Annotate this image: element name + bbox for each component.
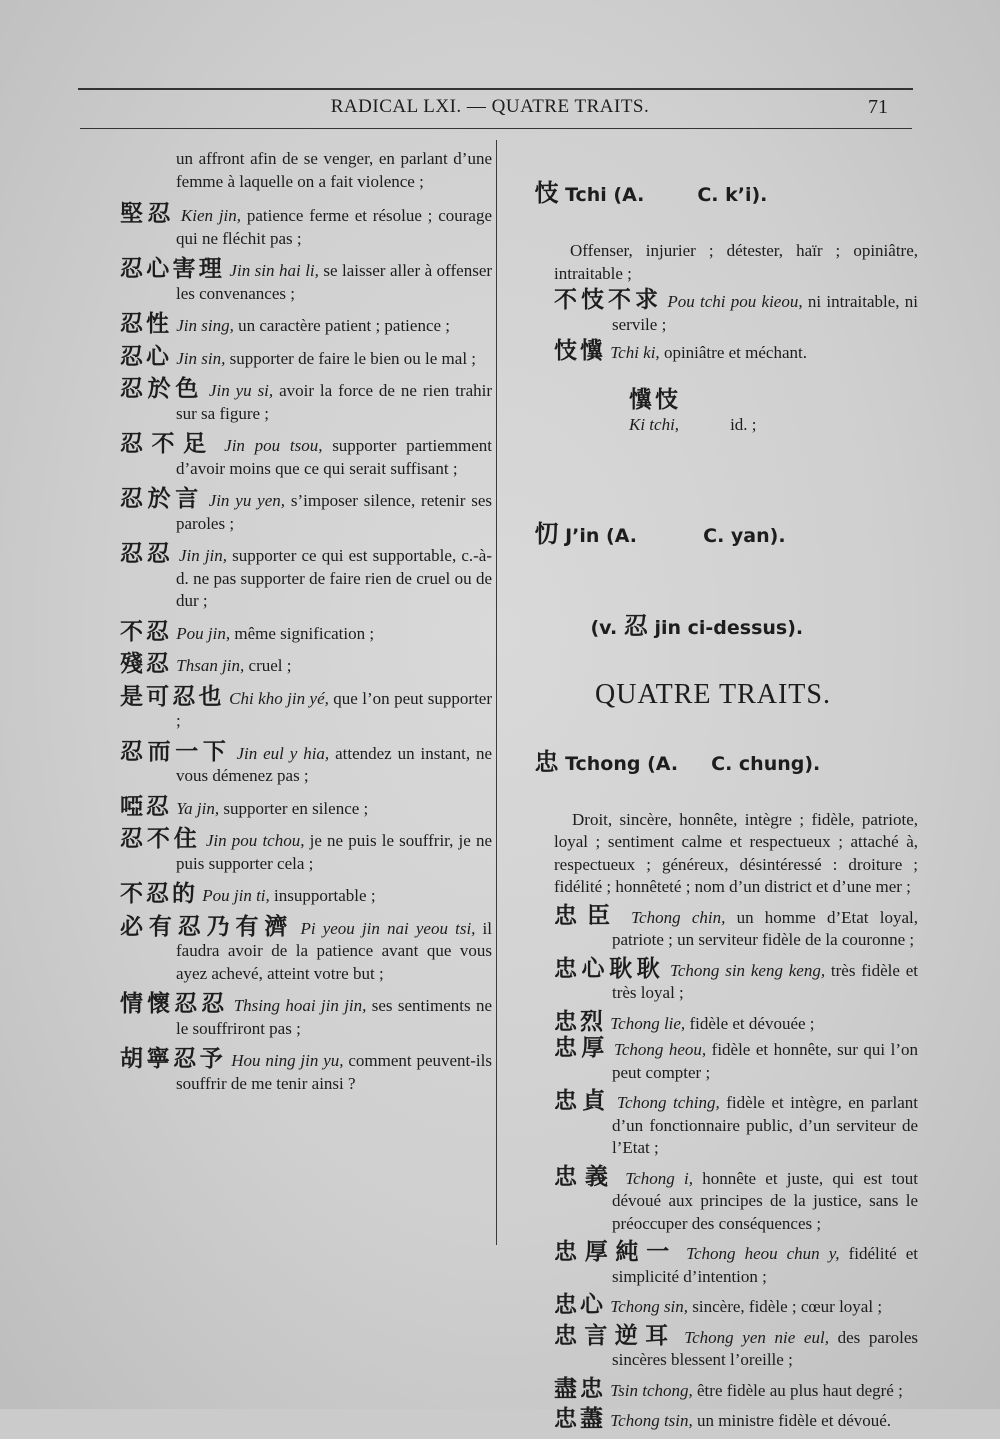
dictionary-entry [554,1294,918,1319]
entry-definition: insupportable ; [269,886,376,905]
entry-hanzi: 啞忍 [120,793,172,820]
character-definition: Offenser, injurier ; détester, haïr ; opiniâtre, intraitable ; [554,241,918,283]
entry-hanzi: 忠厚純一 [554,1239,678,1265]
entry-romanization: Kien jin, [180,206,242,225]
dictionary-entry [554,1090,918,1160]
dictionary-entry [554,1408,918,1433]
dictionary-entry [554,1241,918,1288]
entry-romanization: Ki tchi, [629,414,680,434]
header-rule-bottom [80,128,912,129]
entry-definition: ni intraitable, ni servile ; [612,292,919,334]
entry-hanzi: 盡忠 [554,1375,606,1402]
entry-romanization: Jin pou tchou, [205,831,305,850]
entry-romanization: Pou jin ti, [202,886,270,905]
dictionary-entry [554,1163,918,1236]
entry-romanization: Thsing hoai jin jin, [233,996,367,1015]
entry-hanzi: 殘忍 [120,651,172,677]
heading-reading: Tchi (A. C. k’i). [558,184,768,206]
entry-hanzi: 忍心害理 [120,256,225,282]
dictionary-entry [554,367,918,459]
entry-definition: même signification ; [230,623,375,643]
entry-definition: cruel ; [244,656,292,675]
entry-romanization: Tchong tching, [617,1093,720,1112]
left-column [120,148,492,1103]
entry-definition: attendez un instant, ne vous démenez pas ; [176,743,492,785]
entry-definition: un ministre fidèle et dévoué. [692,1411,892,1430]
entry-hanzi: 忮懻 [554,338,606,364]
dictionary-entry [120,343,492,371]
entry-hanzi: 忍於言 [120,486,203,512]
entry-definition: je ne puis le souffrir, je ne puis supporter cela ; [176,831,493,873]
entry-romanization: Jin yu si, [208,381,274,400]
dictionary-entry [120,828,492,875]
dictionary-entry [120,793,492,821]
dictionary-entry [554,955,918,1005]
dictionary-entry [554,902,918,952]
entry-hanzi: 忍不住 [120,826,201,852]
entry-romanization: Tchong lie, [610,1013,686,1033]
entry-definition: patience ferme et résolue ; courage qui ne fléchit pas ; [176,206,492,248]
entry-romanization: Tchong heou, [613,1040,707,1059]
cross-reference-hanzi: 忍 [623,611,648,640]
entry-definition: se laisser aller à offenser les convenances ; [176,261,493,303]
entry-definition: des paroles sincères blessent l’oreille ; [612,1327,918,1369]
dictionary-entry [120,913,493,986]
dictionary-entry [554,1037,918,1084]
dictionary-entry [120,993,492,1040]
dictionary-entry [554,1322,918,1372]
entry-hanzi: 忠臣 [554,902,620,929]
entry-romanization: Tchong tsin, [610,1411,693,1430]
entry-romanization: Jin jin, [178,546,228,565]
entry-romanization: Tchong heou chun y, [686,1244,840,1263]
entry-definition: supporter en silence ; [219,798,369,818]
entry-hanzi: 不忍 [120,618,172,645]
entry-romanization: Jin yu yen, [208,491,286,510]
entry-romanization: Thsan jin, [176,656,245,675]
dictionary-entry [120,653,492,678]
cross-reference-prefix: (v. [590,616,624,639]
entry-definition: s’imposer silence, retenir ses paroles ; [176,491,493,533]
entry-definition: fidélité et simplicité d’intention ; [612,1244,919,1286]
heading-hanzi: 忮 [534,179,559,207]
entry-definition: opiniâtre et méchant. [659,343,807,362]
entry-definition: supporter ce qui est supportable, c.-à-d. ne pas supporter de faire rien de cruel ou de dur ; [176,546,492,610]
character-definition: Droit, sincère, honnête, intègre ; fidèle, patriote, loyal ; sentiment calme et respectueux ; attaché à, respectueux ; généreux, désintéressé : droiture ; fidélité ; honnêteté ; nom d’un district et d’une mer ; [554,809,918,896]
entry-definition: comment peuvent-ils souffrir de me tenir ainsi ? [176,1051,492,1093]
entry-romanization: Jin sin, [176,348,226,368]
column-divider [496,140,497,1245]
entry-hanzi: 必有忍乃有濟 [120,913,294,940]
entry-romanization: Jin sin hai li, [229,261,319,280]
dictionary-entry [120,313,492,338]
continuation-text: un affront afin de se venger, en parlant d’une femme à laquelle on a fait violence ; [176,149,492,191]
entry-romanization: Ya jin, [176,798,220,818]
entry-hanzi: 忍於色 [120,376,203,402]
section-title: QUATRE TRAITS. [595,678,831,710]
character-heading [508,489,918,581]
entry-hanzi: 忍忍 [120,541,174,567]
running-title: RADICAL LXI. — QUATRE TRAITS. [330,96,650,117]
entry-hanzi: 忠藎 [554,1406,606,1432]
entry-hanzi: 忍性 [120,311,172,337]
entry-romanization: Jin eul y hia, [236,743,330,763]
entry-hanzi: 情懷忍忍 [120,991,229,1017]
dictionary-entry [120,488,492,535]
dictionary-entry [120,543,492,613]
entry-hanzi: 忠貞 [554,1088,611,1114]
entry-definition: sincère, fidèle ; cœur loyal ; [688,1297,883,1316]
dictionary-entry [120,683,493,733]
cross-reference-suffix: jin ci-dessus). [647,616,804,639]
entry-definition: id. ; [679,414,757,434]
entry-romanization: Pi yeou jin nai yeou tsi, [300,918,476,938]
entry-hanzi: 不忮不求 [554,287,663,313]
entry-romanization: Tchong sin, [610,1297,689,1316]
entry-hanzi: 忍心 [120,343,172,370]
entry-definition: que l’on peut supporter ; [176,688,493,730]
heading-hanzi: 忠 [534,747,559,776]
entry-romanization: Jin sing, [176,316,234,335]
entry-hanzi: 忠義 [554,1163,617,1190]
entry-hanzi: 忠心 [554,1292,606,1318]
dictionary-entry [554,1375,918,1403]
entry-hanzi: 胡寧忍予 [120,1046,227,1072]
entry-romanization: Jin pou tsou, [224,436,323,455]
entry-definition: fidèle et dévouée ; [685,1013,815,1033]
heading-hanzi: 忉 [534,519,559,548]
heading-reading: J’in (A. C. yan). [558,524,786,547]
entry-hanzi: 不忍的 [120,881,198,907]
entry-definition: très fidèle et très loyal ; [612,960,918,1002]
entry-definition: fidèle et honnête, sur qui l’on peut compter ; [612,1040,918,1082]
entry-romanization: Hou ning jin yu, [231,1051,344,1070]
entry-hanzi: 懻忮 [629,387,681,413]
entry-hanzi: 忠心耿耿 [554,955,665,982]
entry-romanization: Tchong sin keng keng, [669,960,826,980]
entry-romanization: Tchong yen nie eul, [684,1327,829,1347]
header-rule-top [78,88,913,90]
right-column [508,148,918,1439]
dictionary-entry [554,1008,918,1036]
entry-hanzi: 忍而一下 [120,738,231,765]
entry-hanzi: 忍不足 [120,431,215,457]
dictionary-entry [554,340,918,365]
dictionary-entry [120,883,492,908]
entry-hanzi: 忠言逆耳 [554,1322,676,1349]
entry-definition: un caractère patient ; patience ; [233,316,451,335]
entry-romanization: Tchong chin, [631,907,726,927]
entry-definition: il faudra avoir de la patience avant que vous ayez achevé, atteint votre but ; [176,918,493,983]
dictionary-entry [120,378,492,425]
entry-definition: avoir la force de ne rien trahir sur sa figure ; [176,381,493,423]
cross-reference [508,581,918,673]
dictionary-entry [120,1048,492,1095]
character-heading [508,148,918,240]
entry-romanization: Tchong i, [625,1168,693,1188]
entry-definition: fidèle et intègre, en parlant d’un fonctionnaire public, d’un serviteur de l’Etat ; [612,1093,918,1157]
heading-reading: Tchong (A. C. chung). [558,752,821,775]
dictionary-entry [554,289,918,336]
entry-definition: être fidèle au plus haut degré ; [692,1380,903,1400]
entry-definition: ses sentiments ne le souffriront pas ; [176,996,492,1038]
entry-romanization: Pou tchi pou kieou, [667,292,803,311]
dictionary-entry [120,618,492,646]
entry-romanization: Tsin tchong, [610,1380,693,1400]
entry-romanization: Chi kho jin yé, [229,688,329,708]
entry-hanzi: 堅忍 [120,201,176,227]
entry-hanzi: 忠烈 [554,1008,606,1035]
entry-definition: supporter partiemment d’avoir moins que ce qui serait suffisant ; [176,436,493,478]
entry-romanization: Pou jin, [176,623,231,643]
dictionary-entry [120,738,492,788]
entry-definition: un homme d’Etat loyal, patriote ; un serviteur fidèle de la couronne ; [612,907,918,949]
entry-hanzi: 是可忍也 [120,683,225,710]
entry-hanzi: 忠厚 [554,1035,609,1061]
dictionary-entry [120,258,492,305]
dictionary-entry [120,433,492,480]
entry-romanization: Tchi ki, [610,343,660,362]
entry-definition: supporter de faire le bien ou le mal ; [225,348,477,368]
dictionary-entry [120,203,492,250]
character-heading [508,717,918,809]
page-number: 71 [868,96,888,118]
entry-definition: honnête et juste, qui est tout dévoué aux principes de la justice, sans le préoccuper des conséquences ; [612,1168,918,1233]
